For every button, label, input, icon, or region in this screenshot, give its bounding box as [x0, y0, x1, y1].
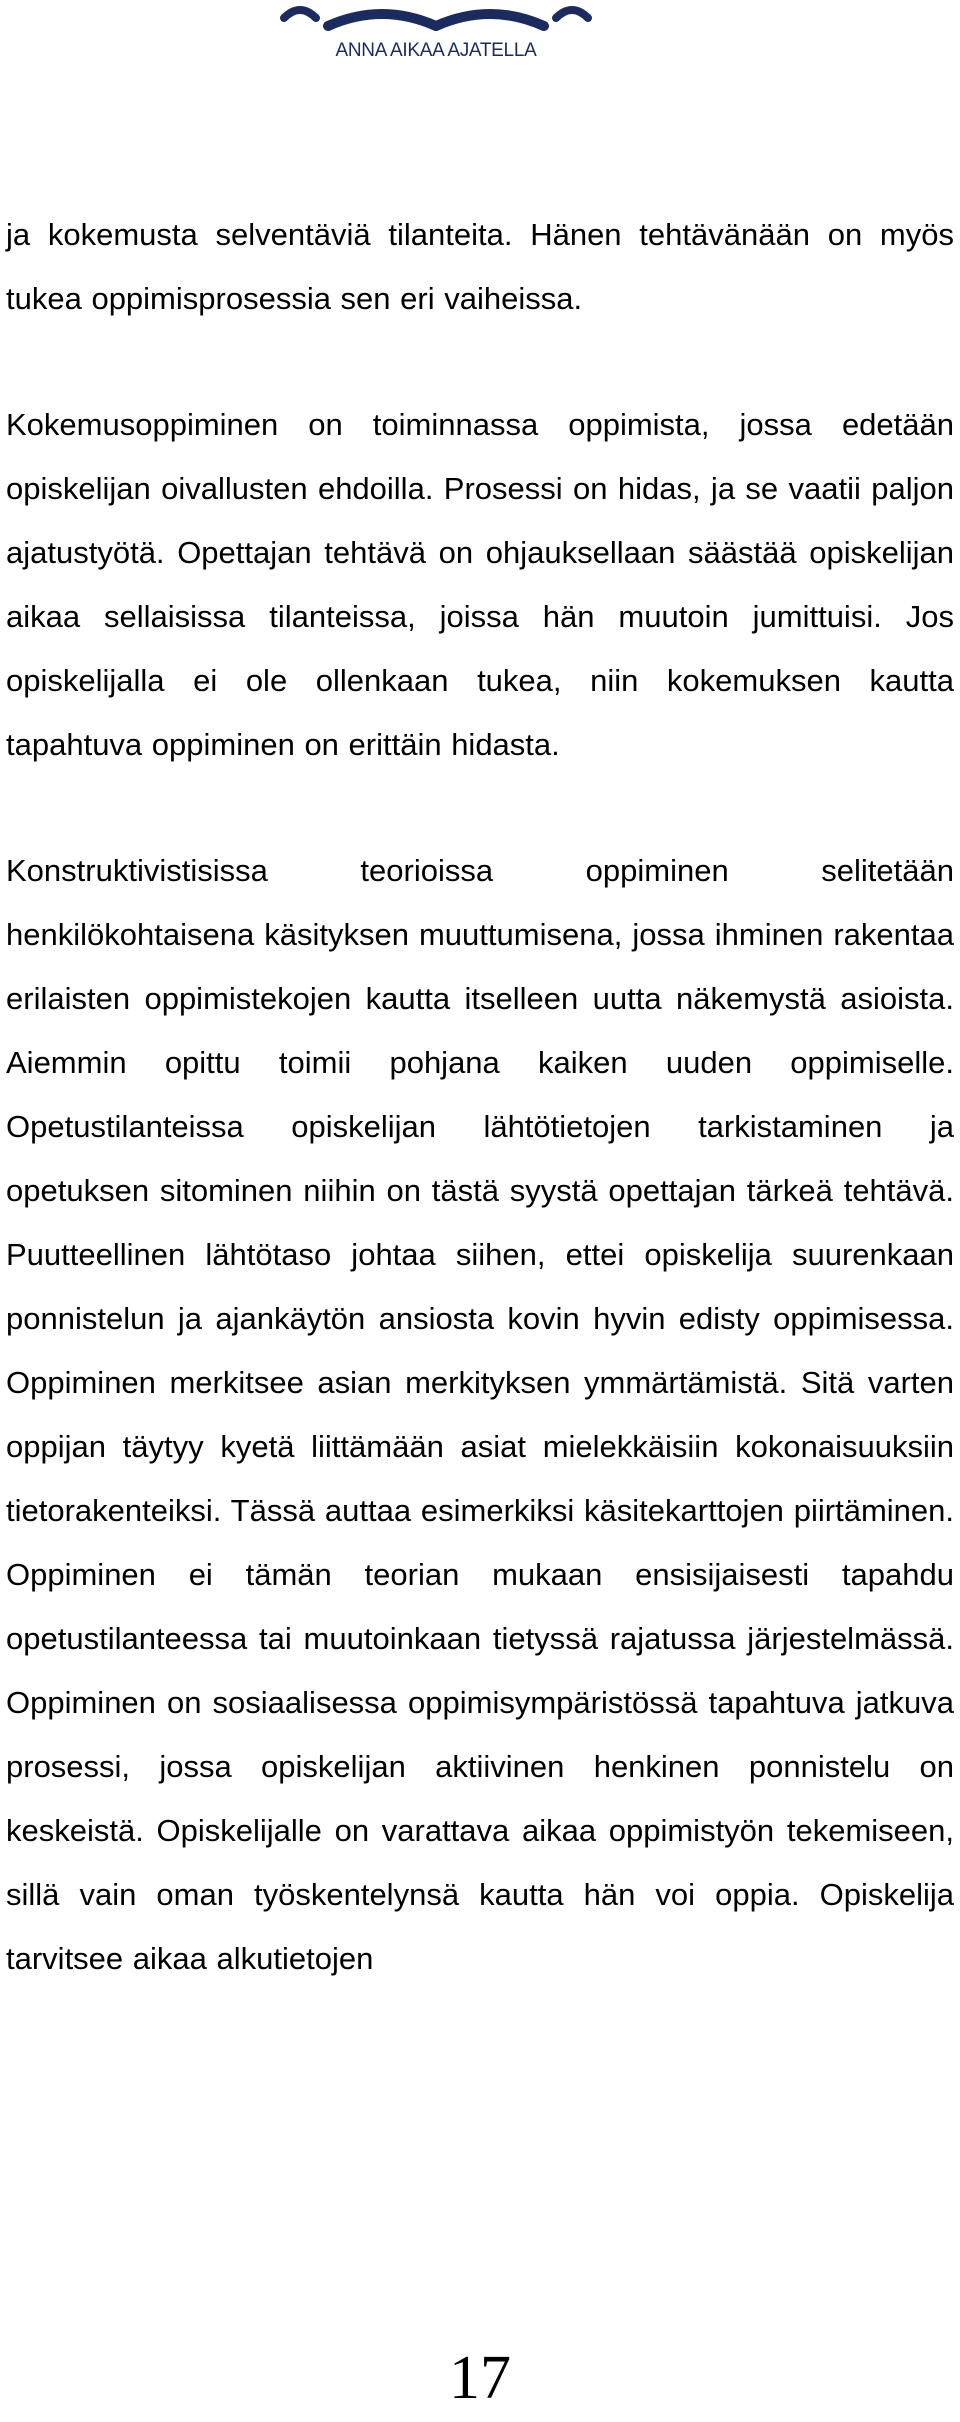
- paragraph: ja kokemusta selventäviä tilanteita. Hänen tehtävänään on myös tukea oppimisprosessia sen eri vaiheissa.: [6, 217, 954, 316]
- wave-logo-icon: [276, 0, 596, 40]
- page-number: 17: [449, 2344, 511, 2412]
- logo-text: ANNA AIKAA AJATELLA: [335, 40, 537, 61]
- paragraph: Kokemusoppiminen on toiminnassa oppimista, jossa edetään opiskelijan oivallusten ehdoilla. Prosessi on hidas, ja se vaatii paljon ajatustyötä. Opettajan tehtävä on ohjauksellaan säästää opiskelijan aikaa sellaisissa tilanteissa, joissa hän muutoin jumittuisi. Jos opiskelijalla ei ole ollenkaan tukea, niin kokemuksen kautta tapahtuva oppiminen on erittäin hidasta.: [6, 407, 954, 762]
- header-logo: [276, 0, 596, 70]
- document-body: [6, 203, 954, 2053]
- paragraph: Konstruktivistisissa teorioissa oppiminen selitetään henkilökohtaisena käsityksen muuttumisena, jossa ihminen rakentaa erilaisten oppimistekojen kautta itselleen uutta näkemystä asioista. Aiemmin opittu toimii pohjana kaiken uuden oppimiselle. Opetustilanteissa opiskelijan lähtötietojen tarkistaminen ja opetuksen sitominen niihin on tästä syystä opettajan tärkeä tehtävä. Puutteellinen lähtötaso johtaa siihen, ettei opiskelija suurenkaan ponnistelun ja ajankäytön ansiosta kovin hyvin edisty oppimisessa. Oppiminen merkitsee asian merkityksen ymmärtämistä. Sitä varten oppijan täytyy kyetä liittämään asiat mielekkäisiin kokonaisuuksiin tietorakenteiksi. Tässä auttaa esimerkiksi käsitekarttojen piirtäminen. Oppiminen ei tämän teorian mukaan ensisijaisesti tapahdu opetustilanteessa tai muutoinkaan tietyssä rajatussa järjestelmässä. Oppiminen on sosiaalisessa oppimisympäristössä tapahtuva jatkuva prosessi, jossa opiskelijan aktiivinen henkinen ponnistelu on keskeistä. Opiskelijalle on varattava aikaa oppimistyön tekemiseen, sillä vain oman työskentelynsä kautta hän voi oppia. Opiskelija tarvitsee aikaa alkutietojen: [6, 853, 954, 1976]
